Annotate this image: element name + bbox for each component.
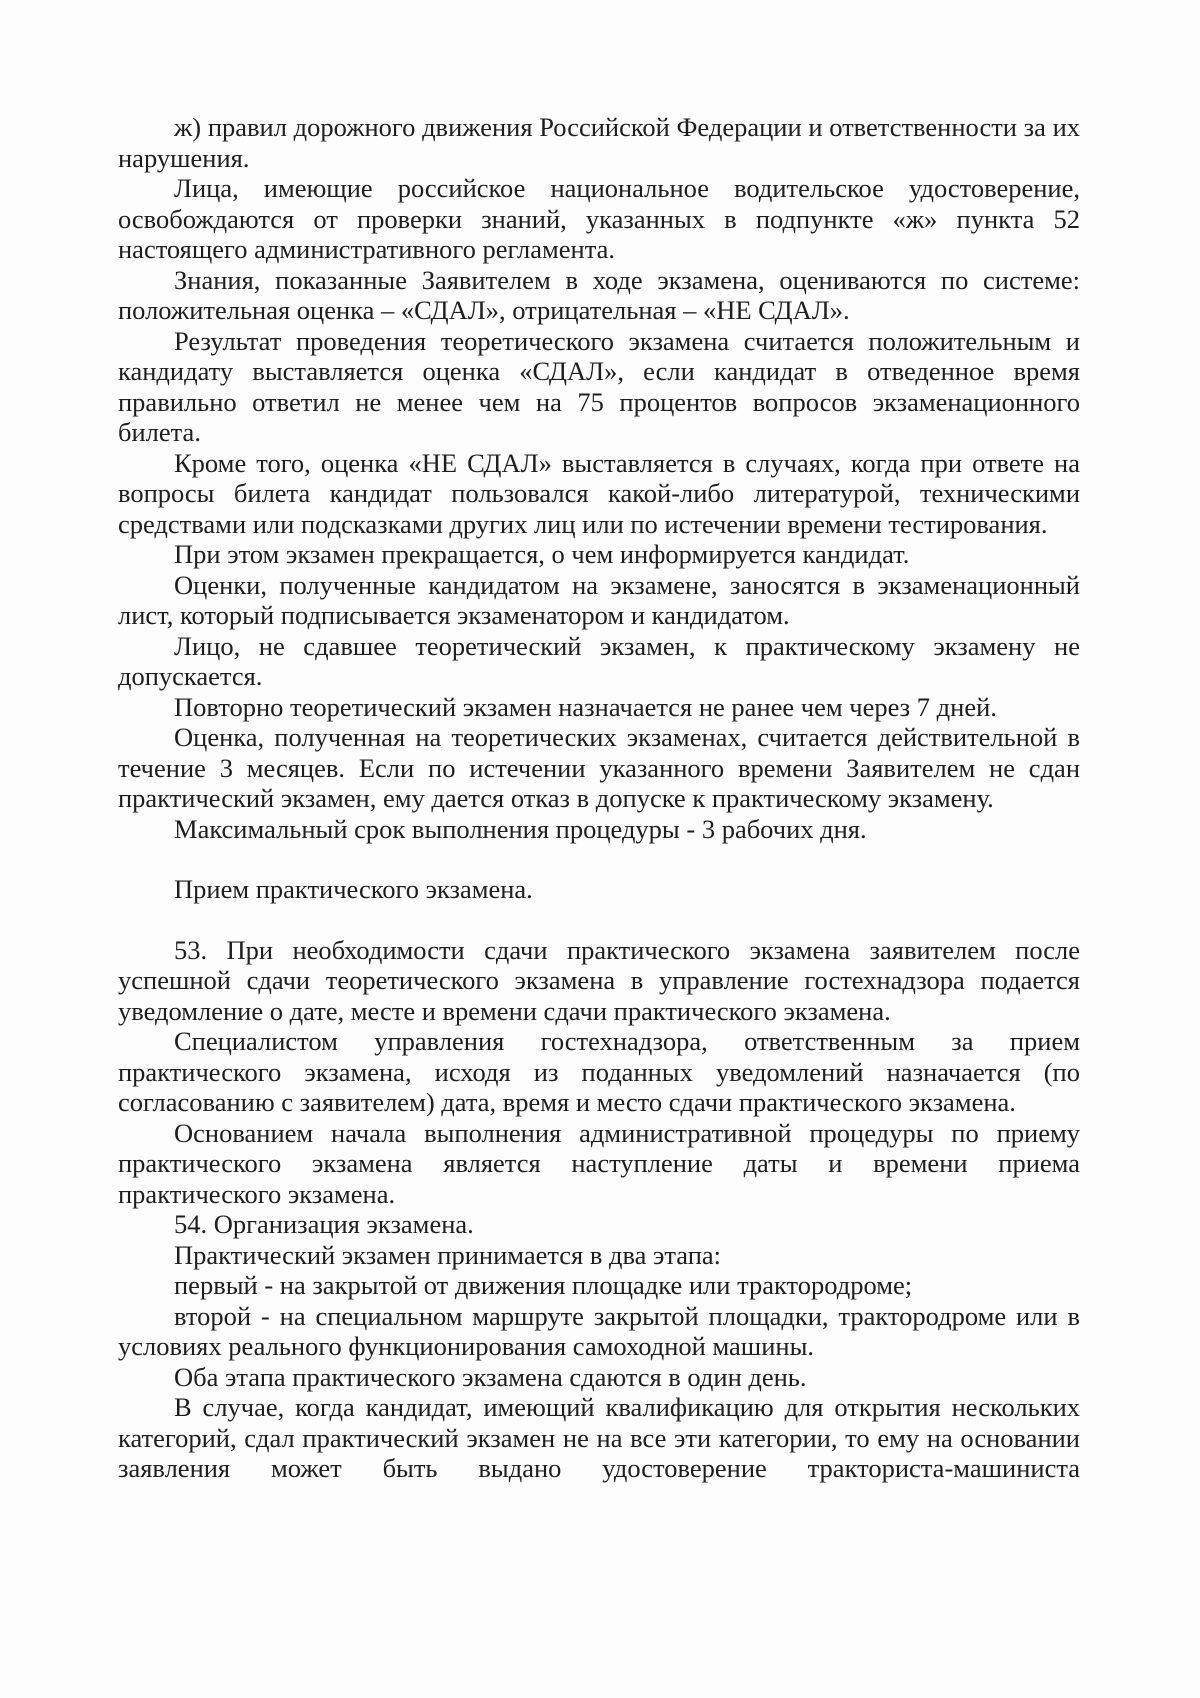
paragraph: Знания, показанные Заявителем в ходе экзамена, оцениваются по системе: положительная оценка – «СДАЛ», отрицательная – «НЕ СДАЛ». <box>118 264 1080 325</box>
paragraph: При этом экзамен прекращается, о чем информируется кандидат. <box>174 539 910 569</box>
paragraph: Лица, имеющие российское национальное водительское удостоверение, освобождаются от проверки знаний, указанных в подпункте «ж» пункта 52 настоящего административного регламента. <box>118 173 1080 264</box>
paragraph: Практический экзамен принимается в два этапа: <box>174 1239 722 1270</box>
paragraph: Максимальный срок выполнения процедуры - 3 рабочих дня. <box>174 813 867 844</box>
paragraph: второй - на специальном маршруте закрытой площадки, трактородроме или в условиях реального функционирования самоходной машины. <box>118 1300 1080 1361</box>
paragraph: ж) правил дорожного движения Российской Федерации и ответственности за их нарушения. <box>118 112 1080 173</box>
paragraph: Основанием начала выполнения административной процедуры по приему практического экзамена является наступление даты и времени приема практического экзамена. <box>118 1117 1080 1209</box>
paragraph: Результат проведения теоретического экзамена считается положительным и кандидату выставляется оценка «СДАЛ», если кандидат в отведенное время правильно ответил не менее чем на 75 процентов вопросов экзаменационного билета. <box>118 325 1080 447</box>
paragraph: Кроме того, оценка «НЕ СДАЛ» выставляется в случаях, когда при ответе на вопросы билета кандидат пользовался какой-либо литературой, техническими средствами или подсказками других лиц или по истечении времени тестирования. <box>118 447 1080 539</box>
section-heading: Прием практического экзамена. <box>174 874 533 904</box>
paragraph: Лицо, не сдавшее теоретический экзамен, к практическому экзамену не допускается. <box>118 630 1080 691</box>
paragraph: Специалистом управления гостехнадзора, ответственным за прием практического экзамена, исходя из поданных уведомлений назначается (по согласованию с заявителем) дата, время и место сдачи практического экзамена. <box>118 1026 1080 1117</box>
paragraph: Повторно теоретический экзамен назначается не ранее чем через 7 дней. <box>174 691 997 722</box>
paragraph: 53. При необходимости сдачи практического экзамена заявителем после успешной сдачи теоретического экзамена в управление гостехнадзора подается уведомление о дате, месте и времени сдачи практического экзамена. <box>118 934 1080 1026</box>
paragraph: Оценки, полученные кандидатом на экзамене, заносятся в экзаменационный лист, который подписывается экзаменатором и кандидатом. <box>118 569 1080 630</box>
paragraph: 54. Организация экзамена. <box>174 1209 474 1239</box>
paragraph: Оценка, полученная на теоретических экзаменах, считается действительной в течение 3 месяцев. Если по истечении указанного времени Заявителем не сдан практический экзамен, ему дается отказ в допуске к практическому экзамену. <box>118 722 1080 813</box>
paragraph: первый - на закрытой от движения площадке или трактородроме; <box>174 1270 913 1300</box>
paragraph: Оба этапа практического экзамена сдаются в один день. <box>174 1361 807 1392</box>
paragraph: В случае, когда кандидат, имеющий квалификацию для открытия нескольких категорий, сдал практический экзамен не на все эти категории, то ему на основании заявления может быть выдано удостоверение тракториста-машиниста <box>118 1392 1080 1483</box>
document-body <box>118 112 1080 1484</box>
